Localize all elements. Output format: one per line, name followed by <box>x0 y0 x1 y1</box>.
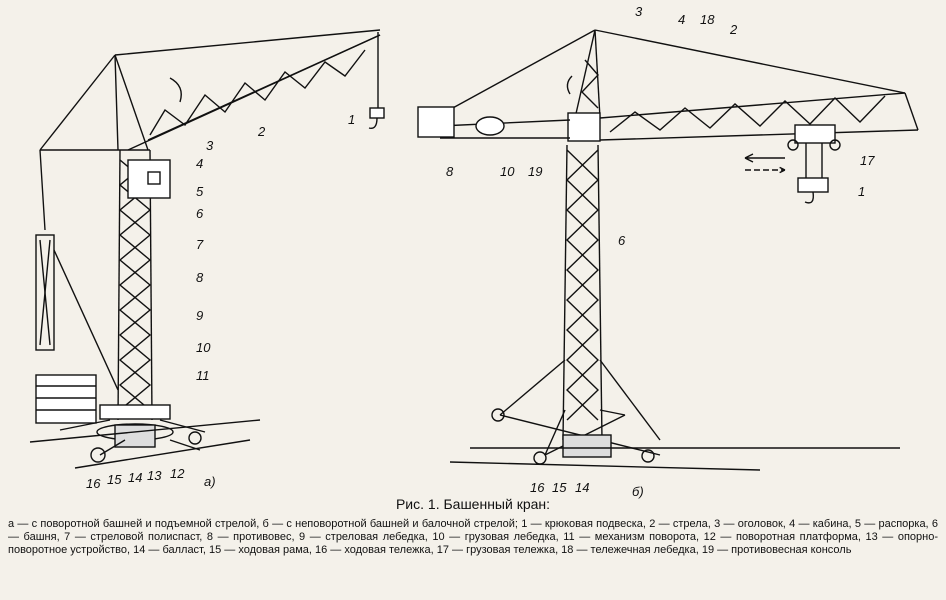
label-b-18: 18 <box>700 12 715 27</box>
label-b-17: 17 <box>860 153 875 168</box>
crane-b-labels <box>446 4 875 499</box>
crane-b-counterweight <box>418 107 454 137</box>
label-a-15: 15 <box>107 472 122 487</box>
label-a-14: 14 <box>128 470 143 485</box>
view-b-label: б) <box>632 484 644 499</box>
label-a-4: 4 <box>196 156 204 171</box>
label-b-8: 8 <box>446 164 454 179</box>
crane-a-counterweight <box>36 375 96 423</box>
label-b-6: 6 <box>618 233 626 248</box>
label-a-7: 7 <box>196 237 204 252</box>
crane-b-winch <box>476 117 504 135</box>
crane-b-cabin <box>568 113 600 141</box>
label-a-10: 10 <box>196 340 211 355</box>
label-a-16: 16 <box>86 476 101 491</box>
label-b-1: 1 <box>858 184 866 199</box>
label-a-2: 2 <box>258 124 266 139</box>
label-a-1: 1 <box>348 112 356 127</box>
crane-a-cabin <box>128 160 170 198</box>
label-a-6: 6 <box>196 206 204 221</box>
figure-legend: а — с поворотной башней и подъемной стрелой, б — с неповоротной башней и балочной стрелой; 1 — крюковая подвеска, 2 — стрела, 3 — оголовок, 4 — кабина, 5 — распорка, 6 — башня, 7 — стреловой полиспаст, 8 — противовес, 9 — стреловая лебедка, 10 — грузовая лебедка, 11 — механизм поворота, 12 — поворотная платформа, 13 — опорно-поворотное устройство, 14 — балласт, 15 — ходовая рама, 16 — ходовая тележка, 17 — грузовая тележка, 18 — тележечная лебедка, 19 — противовесная консоль <box>8 518 938 556</box>
label-b-2: 2 <box>730 22 738 37</box>
crane-b-tower <box>563 145 602 440</box>
label-a-5: 5 <box>196 184 204 199</box>
crane-b-jib <box>600 93 918 140</box>
label-b-3: 3 <box>635 4 643 19</box>
crane-b-trolley <box>788 125 840 150</box>
crane-a-boom <box>115 30 380 150</box>
crane-b-ballast <box>563 435 611 457</box>
label-a-8: 8 <box>196 270 204 285</box>
label-b-10: 10 <box>500 164 515 179</box>
crane-a-hook <box>369 108 384 128</box>
label-b-4: 4 <box>678 12 686 27</box>
label-b-19: 19 <box>528 164 543 179</box>
view-a-label: а) <box>204 474 216 489</box>
label-a-3: 3 <box>206 138 214 153</box>
label-b-16: 16 <box>530 480 545 495</box>
label-a-13: 13 <box>147 468 162 483</box>
crane-b-hook <box>798 178 828 203</box>
label-a-12: 12 <box>170 466 185 481</box>
crane-a <box>30 30 384 468</box>
label-b-15: 15 <box>552 480 567 495</box>
figure-caption: Рис. 1. Башенный кран: <box>395 496 551 512</box>
label-a-9: 9 <box>196 308 204 323</box>
label-a-11: 11 <box>196 368 210 383</box>
crane-b <box>418 30 918 470</box>
label-b-14: 14 <box>575 480 590 495</box>
